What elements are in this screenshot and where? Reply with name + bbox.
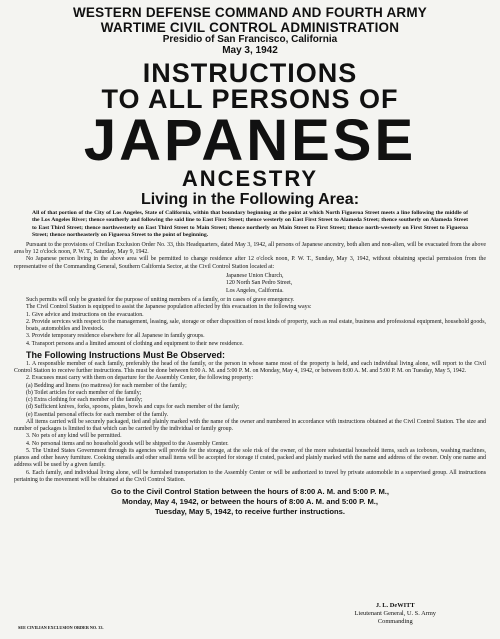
- instructions-heading: The Following Instructions Must Be Observed:: [26, 349, 226, 360]
- title-instructions: INSTRUCTIONS: [142, 57, 358, 88]
- instruction-5: 5. The United States Government through its agencies will provide for the storage, at the sole risk of the owner, of the more substantial household items, such as iceboxes, washing machines, pianos and other heavy furniture. Cooking utensils and other small items will be accepted for storage if crated, packed and plainly marked with the name and address of the owner. Only one name and address will be used by a given family.: [14, 447, 486, 469]
- paragraph-permits: Such permits will only be granted for the purpose of uniting members of a family, or in cases of grave emergency.: [26, 297, 295, 304]
- list-item: (d) Sufficient knives, forks, spoons, plates, bowls and cups for each member of the family;: [26, 404, 240, 411]
- header-date: May 3, 1942: [222, 44, 278, 56]
- footer-order-reference: SEE CIVILIAN EXCLUSION ORDER NO. 33.: [18, 625, 104, 630]
- property-list: [26, 383, 486, 419]
- list-item: 4. Transport persons and a limited amount of clothing and equipment to their new residence.: [26, 340, 244, 347]
- signatory-rank: Lieutenant General, U. S. Army: [354, 610, 436, 617]
- instruction-2: 2. Evacuees must carry with them on departure for the Assembly Center, the following property:: [26, 375, 254, 382]
- paragraph-evacuation-order: Pursuant to the provisions of Civilian Exclusion Order No. 33, this Headquarters, dated May 3, 1942, all persons of Japanese ancestry, both alien and non-alien, will be evacuated from the above area by 12 o'clock noon, P. W. T., Saturday, May 9, 1942.: [14, 241, 486, 256]
- area-boundary: All of that portion of the City of Los Angeles, State of California, within that boundary beginning at the point at which North Figueroa Street meets a line following the middle of the Los Angeles River; thence southerly and following the said line to East First Street; thence westerly on East First Street to Alameda Street; thence southerly on Alameda Street to East Third Street; thence northwesterly on East Third Street to Main Street; thence northerly on Main Street to First Street; thence north-westerly on First Street to Figueroa Street; thence northeasterly on Figueroa Street to the point of beginning.: [32, 210, 468, 238]
- title-ancestry: ANCESTRY: [181, 165, 319, 191]
- instruction-4: 4. No personal items and no household goods will be shipped to the Assembly Center.: [26, 440, 229, 447]
- final-line: Monday, May 4, 1942, or between the hours of 8:00 A. M. and 5:00 P. M.,: [121, 496, 378, 506]
- list-item: 3. Provide temporary residence elsewhere for all Japanese in family groups.: [26, 333, 205, 340]
- instruction-6: 6. Each family, and individual living alone, will be furnished transportation to the Assembly Center or will be authorized to travel by private automobile in a supervised group. All instructions pertaining to the movement will be obtained at the Civil Control Station.: [14, 469, 486, 483]
- list-item: (c) Extra clothing for each member of the family;: [26, 397, 143, 404]
- signature-block: [355, 602, 436, 626]
- header-location: Presidio of San Francisco, California: [162, 34, 338, 46]
- area-heading: Living in the Following Area:: [140, 191, 360, 209]
- paragraph-station-assist: The Civil Control Station is equipped to assist the Japanese population affected by this evacuation in the following ways:: [26, 304, 312, 311]
- station-address: [226, 273, 486, 295]
- instruction-1: 1. A responsible member of each family, preferably the head of the family, or the person in whose name most of the property is held, and each individual living alone, will report to the Civil Control Station to receive further instructions. This must be done between 8:00 A. M. and 5:00 P. M. on Monday, May 4, 1942, or between 8:00 A. M. and 5:00 P. M. on Tuesday, May 5, 1942.: [14, 360, 486, 375]
- final-line: Go to the Civil Control Station between the hours of 8:00 A. M. and 5:00 P. M.,: [110, 487, 390, 497]
- instruction-3: 3. No pets of any kind will be permitted.: [26, 433, 122, 440]
- title-japanese: JAPANESE: [83, 107, 417, 173]
- signatory-name: J. L. DeWITT: [375, 602, 415, 609]
- signatory-role: Commanding: [377, 618, 413, 625]
- list-item: (a) Bedding and linens (no mattress) for each member of the family;: [26, 382, 187, 389]
- list-item: (b) Toilet articles for each member of the family;: [26, 389, 142, 396]
- paragraph-packaging: All items carried will be securely packaged, tied and plainly marked with the name of the owner and numbered in accordance with instructions obtained at the Civil Control Station. The size and number of packages is limited to that which can be carried by the individual or family group.: [14, 418, 486, 433]
- header-administration: WARTIME CIVIL CONTROL ADMINISTRATION: [100, 19, 400, 35]
- paragraph-residence-change: No Japanese person living in the above area will be permitted to change residence after 12 o'clock noon, P. W. T., Sunday, May 3, 1942, without obtaining special permission from the representative of the Commanding General, Southern California Sector, at the Civil Control Station located at:: [14, 256, 486, 270]
- address-line: 120 North San Pedro Street,: [226, 280, 293, 287]
- assistance-list: [26, 312, 486, 348]
- address-line: Japanese Union Church,: [226, 272, 284, 279]
- list-item: 1. Give advice and instructions on the evacuation.: [26, 311, 144, 318]
- address-line: Los Angeles, California.: [226, 287, 284, 294]
- final-notice: [14, 487, 486, 517]
- final-line: Tuesday, May 5, 1942, to receive further instructions.: [154, 506, 346, 516]
- title-to-all-persons: TO ALL PERSONS OF: [101, 84, 399, 115]
- list-item: 2. Provide services with respect to the management, leasing, sale, storage or other disposition of most kinds of property, such as real estate, business and professional equipment, household goods, boats, automobiles and livestock.: [26, 318, 486, 333]
- header-command: WESTERN DEFENSE COMMAND AND FOURTH ARMY: [72, 5, 428, 20]
- list-item: (e) Essential personal effects for each member of the family.: [26, 411, 169, 418]
